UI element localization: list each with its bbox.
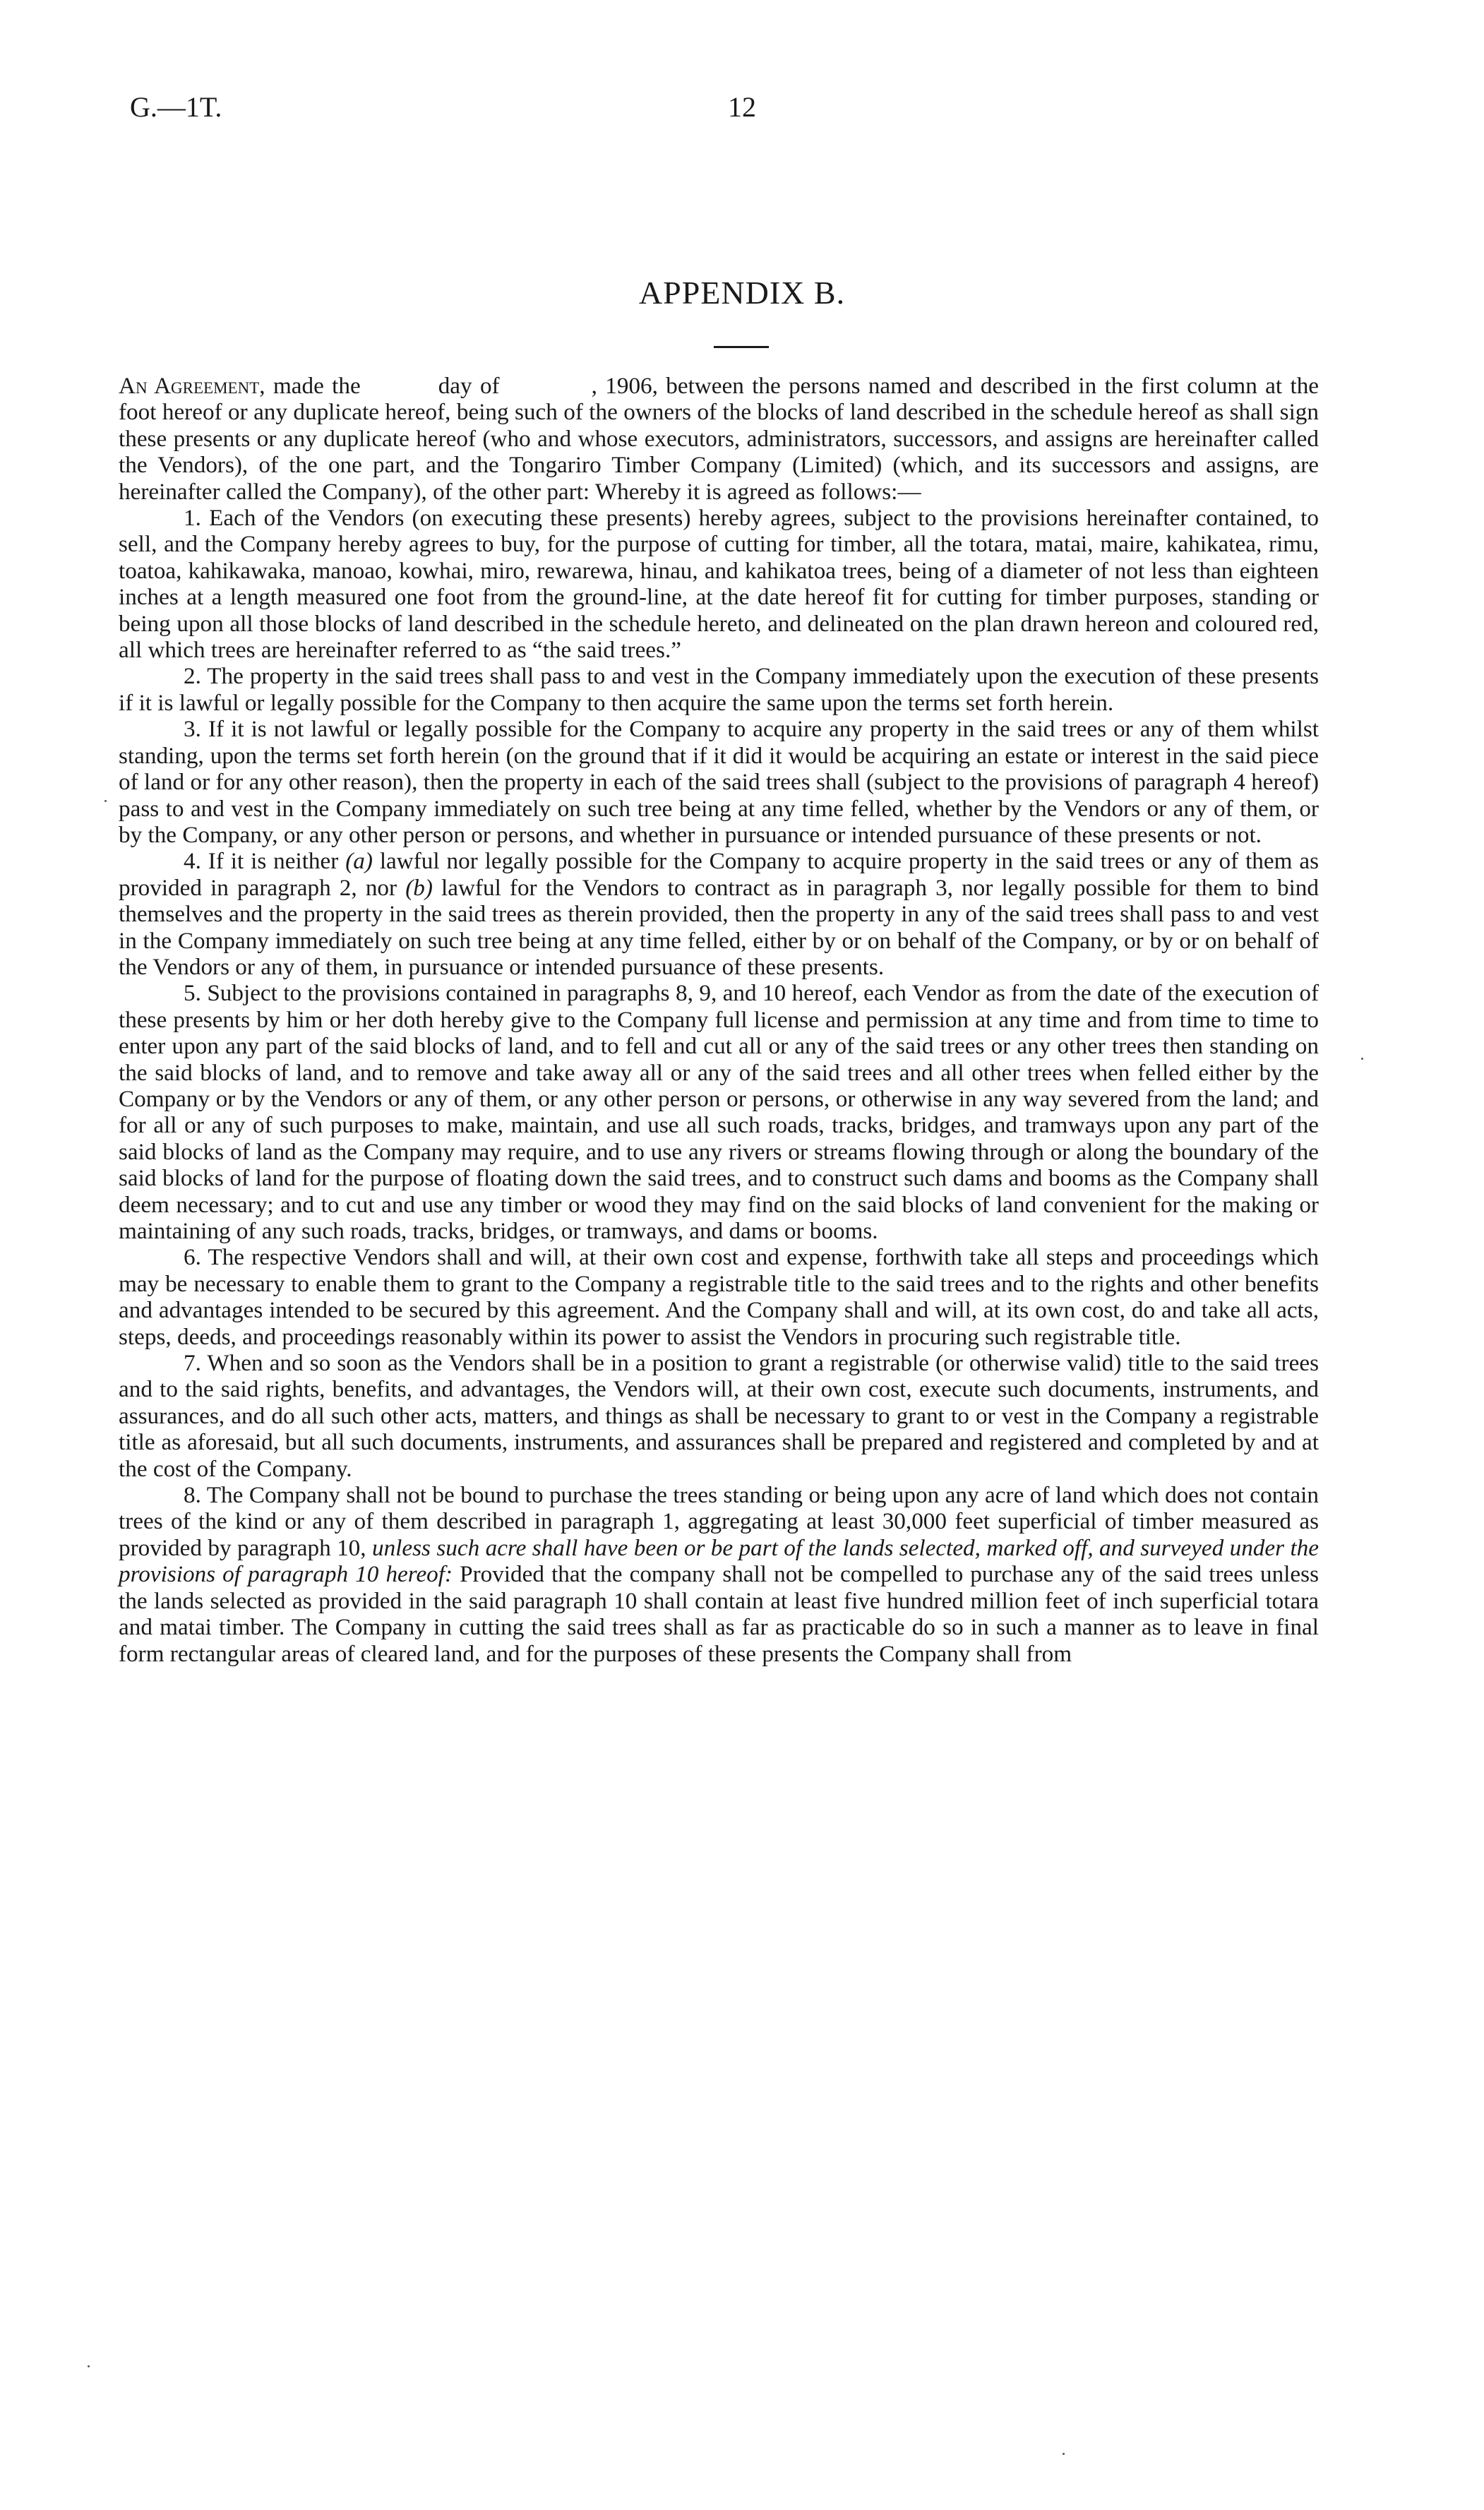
clause-8-text-a: 8. The Company shall not be bound to purchase the trees standing or being upon any acre of land which does not contain trees of the kind or any of them described in paragraph 1, aggregating at least 30,000 feet superficial of timber measured as provided by paragraph 10, bbox=[119, 1482, 1319, 1561]
clause-4-letter-b: (b) bbox=[405, 874, 433, 901]
preamble-made-the: made the bbox=[273, 373, 361, 399]
clause-5: 5. Subject to the provisions contained in paragraphs 8, 9, and 10 hereof, each Vendor as from the date of the execution of these presents by him or her doth hereby give to the Company full license and permission at any time and from time to time to enter upon any part of the said blocks of land, and to fell and cut all or any of the said trees or any other trees then standing on the said blocks of land, and to remove and take away all or any of the said trees and all other trees when felled either by the Company or by the Vendors or any of them, or any other person or persons, or otherwise in any way severed from the land; and for all or any of such purposes to make, maintain, and use all such roads, tracks, bridges, and tramways upon any part of the said blocks of land as the Company may require, and to use any rivers or streams flowing through or along the boundary of the said blocks of land for the purpose of floating down the said trees, and to construct such dams and booms as the Company shall deem necessary; and to cut and use any timber or wood they may find on the said blocks of land convenient for the making or maintaining of any such roads, tracks, bridges, or tramways, and dams or booms. bbox=[119, 980, 1319, 1244]
clause-8-text-b: Provided that the company shall not be compelled to purchase any of the said trees unless the lands selected as provided in the said paragraph 10 shall contain at least five hundred million feet of inch superficial totara and matai timber. The Company in cutting the said trees shall as far as practicable do so in such a manner as to leave in final form rectangular areas of cleared land, and for the purposes of these presents the Company shall from bbox=[119, 1561, 1319, 1667]
clause-7: 7. When and so soon as the Vendors shall be in a position to grant a registrable (or otherwise valid) title to the said trees and to the said rights, benefits, and advantages, the Vendors will, at their own cost, execute such documents, instruments, and assurances, and do all such other acts, matters, and things as shall be necessary to grant to or vest in the Company a registrable title as aforesaid, but all such documents, instruments, and assurances shall be prepared and registered and completed by and at the cost of the Company. bbox=[119, 1350, 1319, 1482]
page-header bbox=[0, 90, 1484, 133]
agreement-body bbox=[119, 373, 1319, 1667]
clause-6: 6. The respective Vendors shall and will, at their own cost and expense, forthwith take all steps and proceedings which may be necessary to enable them to grant to the Company a registrable title to the said trees and to the rights and other benefits and advantages intended to be secured by this agreement. And the Company shall and will, at its own cost, do and take all acts, steps, deeds, and proceedings reasonably within its power to assist the Vendors in procuring such registrable title. bbox=[119, 1244, 1319, 1350]
clause-8-italic: unless such acre shall have been or be part of the lands selected, marked off, and surveyed under the provisions of paragraph 10 hereof: bbox=[119, 1534, 1319, 1588]
clause-4 bbox=[119, 848, 1319, 980]
document-reference: G.—1T. bbox=[130, 91, 222, 123]
clause-8 bbox=[119, 1482, 1319, 1667]
preamble-day-of: day of bbox=[438, 373, 500, 399]
preamble-text: , 1906, between the persons named and described in the first column at the foot hereof or any duplicate hereof, being such of the owners of the blocks of land described in the schedule hereof as shall sign these presents or any duplicate hereof (who and whose executors, administrators, successors, and assigns are hereinafter called the Vendors), of the one part, and the Tongariro Timber Company (Limited) (which, and its successors and assigns, are hereinafter called the Company), of the other part: Whereby it is agreed as follows:— bbox=[119, 373, 1320, 505]
clause-4-text-a: 4. If it is neither bbox=[184, 848, 346, 875]
print-speck bbox=[1361, 1058, 1363, 1060]
clause-4-letter-a: (a) bbox=[345, 848, 373, 875]
title-rule bbox=[714, 346, 769, 348]
clause-4-text-c: lawful for the Vendors to contract as in paragraph 3, nor legally possible for them to bind themselves and the property in the said trees as therein provided, then the property in any of the said trees shall pass to and vest in the Company immediately on such tree being at any time felled, either by or on behalf of the Company, or by or on behalf of the Vendors or any of them, in pursuance or intended pursuance of these presents. bbox=[119, 874, 1319, 980]
agreement-heading: An Agreement, bbox=[119, 373, 265, 399]
clause-3: 3. If it is not lawful or legally possible for the Company to acquire any property in the said trees or any of them whilst standing, upon the terms set forth herein (on the ground that if it did it would be acquiring an estate or interest in the said piece of land or for any other reason), then the property in each of the said trees shall (subject to the provisions of paragraph 4 hereof) pass to and vest in the Company immediately on such tree being at any time felled, whether by the Vendors or any of them, or by the Company, or any other person or persons, and whether in pursuance or intended pursuance of these presents or not. bbox=[119, 716, 1319, 848]
clause-1: 1. Each of the Vendors (on executing these presents) hereby agrees, subject to the provisions hereinafter contained, to sell, and the Company hereby agrees to buy, for the purpose of cutting for timber, all the totara, matai, maire, kahikatea, rimu, toatoa, kahikawaka, manoao, kowhai, miro, rewarewa, hinau, and kahikatoa trees, being of a diameter of not less than eighteen inches at a length measured one foot from the ground-line, at the date hereof fit for cutting for timber purposes, standing or being upon all those blocks of land described in the schedule hereto, and delineated on the plan drawn hereon and coloured red, all which trees are hereinafter referred to as “the said trees.” bbox=[119, 505, 1319, 664]
clause-2: 2. The property in the said trees shall pass to and vest in the Company immediately upon the execution of these presents if it is lawful or legally possible for the Company to then acquire the same upon the terms set forth herein. bbox=[119, 663, 1319, 716]
appendix-title: APPENDIX B. bbox=[638, 275, 846, 311]
print-speck bbox=[104, 800, 107, 802]
clause-4-text-b: lawful nor legally possible for the Company to acquire property in the said trees or any of them as provided in paragraph 2, nor bbox=[119, 848, 1319, 901]
page-number: 12 bbox=[728, 91, 756, 123]
print-speck bbox=[88, 2365, 90, 2367]
print-speck bbox=[1063, 2453, 1065, 2455]
preamble-paragraph bbox=[119, 373, 1319, 505]
